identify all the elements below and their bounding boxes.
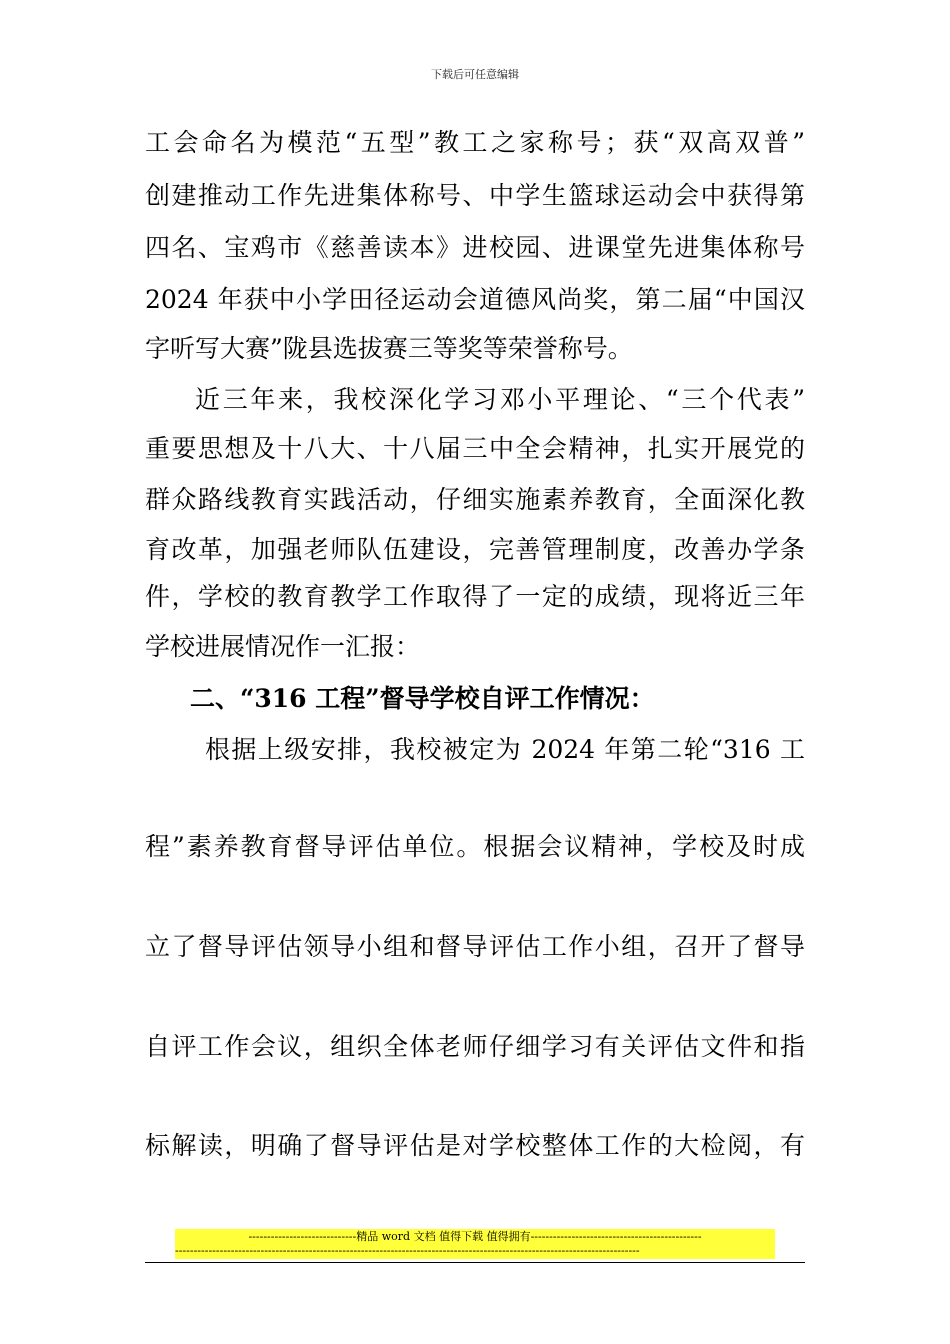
footer-rule: [145, 1262, 805, 1263]
footer-text: -----------------------------精品 word 文档 值得下载 值得拥有----------------------------------------------: [248, 1230, 702, 1243]
paragraph-line: 群众路线教育实践活动，仔细实施素养教育，全面深化教: [145, 485, 805, 514]
paragraph-line: 育改革，加强老师队伍建设，完善管理制度，改善办学条: [145, 535, 805, 564]
page-header: 下载后可任意编辑: [431, 68, 519, 81]
paragraph-line: 近三年来，我校深化学习邓小平理论、“三个代表”: [195, 385, 805, 414]
paragraph-line: 标解读，明确了督导评估是对学校整体工作的大检阅，有: [145, 1131, 805, 1160]
section-heading: 二、“316 工程”督导学校自评工作情况：: [190, 684, 655, 713]
paragraph-line: 根据上级安排，我校被定为 2024 年第二轮“316 工: [205, 735, 805, 764]
paragraph-line: 2024 年获中小学田径运动会道德风尚奖，第二届“中国汉: [145, 285, 805, 314]
paragraph-line: 工会命名为模范“五型”教工之家称号；获“双高双普”: [145, 128, 805, 157]
paragraph-line: 学校进展情况作一汇报：: [145, 632, 421, 661]
paragraph-line: 重要思想及十八大、十八届三中全会精神，扎实开展党的: [145, 434, 805, 463]
footer-dashes: -----------------------------------------------------------------------------------------------------------------------------: [175, 1244, 640, 1257]
paragraph-line: 立了督导评估领导小组和督导评估工作小组，召开了督导: [145, 932, 805, 961]
paragraph-line: 创建推动工作先进集体称号、中学生篮球运动会中获得第: [145, 181, 805, 210]
paragraph-line: 四名、宝鸡市《慈善读本》进校园、进课堂先进集体称号: [145, 233, 805, 262]
paragraph-line: 自评工作会议，组织全体老师仔细学习有关评估文件和指: [145, 1032, 805, 1061]
paragraph-line: 字听写大赛”陇县选拔赛三等奖等荣誉称号。: [145, 334, 633, 363]
paragraph-line: 件，学校的教育教学工作取得了一定的成绩，现将近三年: [145, 582, 805, 611]
paragraph-line: 程”素养教育督导评估单位。根据会议精神，学校及时成: [145, 832, 805, 861]
